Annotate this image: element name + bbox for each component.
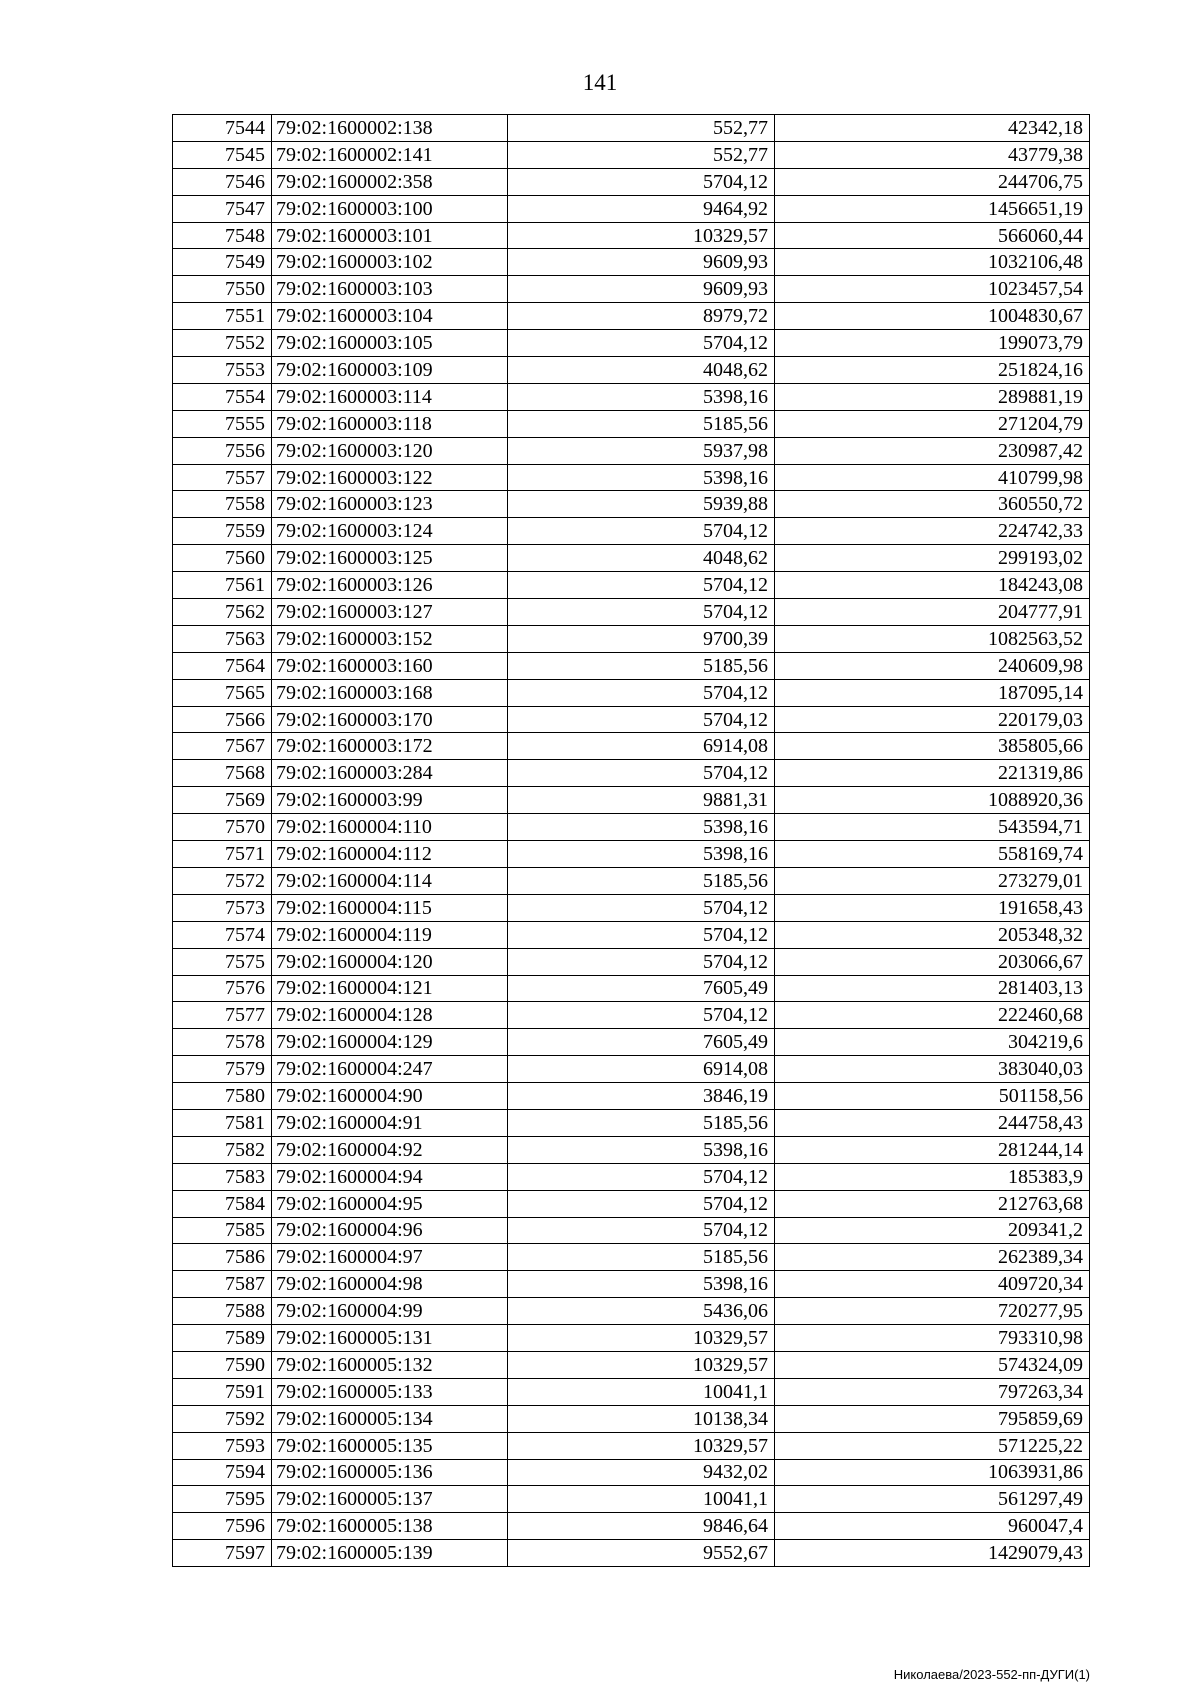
cadastral-number-cell: 79:02:1600005:132 (272, 1351, 508, 1378)
value-cell: 566060,44 (775, 222, 1090, 249)
row-number-cell: 7552 (173, 330, 272, 357)
area-cell: 5398,16 (508, 383, 775, 410)
table-row (173, 706, 1090, 733)
area-cell: 5398,16 (508, 841, 775, 868)
area-cell: 5704,12 (508, 168, 775, 195)
cadastral-number-cell: 79:02:1600003:109 (272, 357, 508, 384)
area-cell: 5185,56 (508, 1244, 775, 1271)
value-cell: 209341,2 (775, 1217, 1090, 1244)
area-cell: 5939,88 (508, 491, 775, 518)
table-row (173, 464, 1090, 491)
area-cell: 5185,56 (508, 652, 775, 679)
cadastral-number-cell: 79:02:1600004:99 (272, 1298, 508, 1325)
value-cell: 244758,43 (775, 1109, 1090, 1136)
table-row (173, 625, 1090, 652)
row-number-cell: 7579 (173, 1056, 272, 1083)
cadastral-number-cell: 79:02:1600003:102 (272, 249, 508, 276)
row-number-cell: 7577 (173, 1002, 272, 1029)
value-cell: 574324,09 (775, 1351, 1090, 1378)
table-row (173, 303, 1090, 330)
area-cell: 9881,31 (508, 787, 775, 814)
row-number-cell: 7588 (173, 1298, 272, 1325)
table-row (173, 1056, 1090, 1083)
value-cell: 793310,98 (775, 1325, 1090, 1352)
row-number-cell: 7584 (173, 1190, 272, 1217)
table-row (173, 894, 1090, 921)
cadastral-number-cell: 79:02:1600004:112 (272, 841, 508, 868)
area-cell: 9552,67 (508, 1540, 775, 1567)
value-cell: 1004830,67 (775, 303, 1090, 330)
value-cell: 1088920,36 (775, 787, 1090, 814)
row-number-cell: 7569 (173, 787, 272, 814)
value-cell: 273279,01 (775, 867, 1090, 894)
area-cell: 5937,98 (508, 437, 775, 464)
table-row (173, 141, 1090, 168)
row-number-cell: 7580 (173, 1083, 272, 1110)
area-cell: 8979,72 (508, 303, 775, 330)
value-cell: 720277,95 (775, 1298, 1090, 1325)
area-cell: 5704,12 (508, 1163, 775, 1190)
cadastral-number-cell: 79:02:1600004:247 (272, 1056, 508, 1083)
table-row (173, 867, 1090, 894)
value-cell: 281244,14 (775, 1136, 1090, 1163)
table-row (173, 733, 1090, 760)
table-row (173, 1163, 1090, 1190)
cadastral-number-cell: 79:02:1600003:284 (272, 760, 508, 787)
value-cell: 244706,75 (775, 168, 1090, 195)
cadastral-number-cell: 79:02:1600004:114 (272, 867, 508, 894)
table-row (173, 1540, 1090, 1567)
row-number-cell: 7551 (173, 303, 272, 330)
value-cell: 240609,98 (775, 652, 1090, 679)
row-number-cell: 7561 (173, 572, 272, 599)
row-number-cell: 7547 (173, 195, 272, 222)
area-cell: 5704,12 (508, 706, 775, 733)
table-row (173, 599, 1090, 626)
area-cell: 5704,12 (508, 921, 775, 948)
table-row (173, 195, 1090, 222)
area-cell: 6914,08 (508, 733, 775, 760)
table-row (173, 518, 1090, 545)
area-cell: 10329,57 (508, 1432, 775, 1459)
value-cell: 960047,4 (775, 1513, 1090, 1540)
row-number-cell: 7562 (173, 599, 272, 626)
row-number-cell: 7582 (173, 1136, 272, 1163)
row-number-cell: 7555 (173, 410, 272, 437)
area-cell: 5398,16 (508, 814, 775, 841)
value-cell: 262389,34 (775, 1244, 1090, 1271)
value-cell: 409720,34 (775, 1271, 1090, 1298)
table-row (173, 330, 1090, 357)
row-number-cell: 7583 (173, 1163, 272, 1190)
row-number-cell: 7573 (173, 894, 272, 921)
area-cell: 9464,92 (508, 195, 775, 222)
value-cell: 212763,68 (775, 1190, 1090, 1217)
cadastral-number-cell: 79:02:1600004:120 (272, 948, 508, 975)
cadastral-number-cell: 79:02:1600003:160 (272, 652, 508, 679)
row-number-cell: 7565 (173, 679, 272, 706)
value-cell: 224742,33 (775, 518, 1090, 545)
cadastral-number-cell: 79:02:1600004:129 (272, 1029, 508, 1056)
value-cell: 221319,86 (775, 760, 1090, 787)
row-number-cell: 7557 (173, 464, 272, 491)
table-row (173, 787, 1090, 814)
cadastral-number-cell: 79:02:1600003:103 (272, 276, 508, 303)
table-row (173, 1002, 1090, 1029)
area-cell: 9432,02 (508, 1459, 775, 1486)
row-number-cell: 7553 (173, 357, 272, 384)
row-number-cell: 7554 (173, 383, 272, 410)
row-number-cell: 7572 (173, 867, 272, 894)
row-number-cell: 7586 (173, 1244, 272, 1271)
table-row (173, 652, 1090, 679)
cadastral-number-cell: 79:02:1600003:126 (272, 572, 508, 599)
row-number-cell: 7589 (173, 1325, 272, 1352)
value-cell: 383040,03 (775, 1056, 1090, 1083)
cadastral-number-cell: 79:02:1600004:95 (272, 1190, 508, 1217)
row-number-cell: 7593 (173, 1432, 272, 1459)
row-number-cell: 7576 (173, 975, 272, 1002)
row-number-cell: 7595 (173, 1486, 272, 1513)
cadastral-number-cell: 79:02:1600004:96 (272, 1217, 508, 1244)
cadastral-number-cell: 79:02:1600004:94 (272, 1163, 508, 1190)
value-cell: 304219,6 (775, 1029, 1090, 1056)
cadastral-number-cell: 79:02:1600002:358 (272, 168, 508, 195)
row-number-cell: 7545 (173, 141, 272, 168)
value-cell: 222460,68 (775, 1002, 1090, 1029)
table-row (173, 975, 1090, 1002)
table-row (173, 1486, 1090, 1513)
area-cell: 6914,08 (508, 1056, 775, 1083)
cadastral-number-cell: 79:02:1600003:118 (272, 410, 508, 437)
row-number-cell: 7563 (173, 625, 272, 652)
value-cell: 1063931,86 (775, 1459, 1090, 1486)
area-cell: 9700,39 (508, 625, 775, 652)
cadastral-number-cell: 79:02:1600003:105 (272, 330, 508, 357)
value-cell: 501158,56 (775, 1083, 1090, 1110)
table-row (173, 1109, 1090, 1136)
cadastral-number-cell: 79:02:1600005:138 (272, 1513, 508, 1540)
table-row (173, 545, 1090, 572)
value-cell: 1023457,54 (775, 276, 1090, 303)
cadastral-number-cell: 79:02:1600003:127 (272, 599, 508, 626)
value-cell: 187095,14 (775, 679, 1090, 706)
cadastral-number-cell: 79:02:1600003:152 (272, 625, 508, 652)
row-number-cell: 7596 (173, 1513, 272, 1540)
row-number-cell: 7571 (173, 841, 272, 868)
table-row (173, 1459, 1090, 1486)
table-row (173, 921, 1090, 948)
row-number-cell: 7548 (173, 222, 272, 249)
cadastral-number-cell: 79:02:1600005:135 (272, 1432, 508, 1459)
table-row (173, 1136, 1090, 1163)
area-cell: 5398,16 (508, 1136, 775, 1163)
table-row (173, 1405, 1090, 1432)
value-cell: 1429079,43 (775, 1540, 1090, 1567)
row-number-cell: 7587 (173, 1271, 272, 1298)
area-cell: 5185,56 (508, 410, 775, 437)
value-cell: 199073,79 (775, 330, 1090, 357)
table-body (173, 115, 1090, 1567)
area-cell: 5704,12 (508, 1002, 775, 1029)
area-cell: 5704,12 (508, 330, 775, 357)
area-cell: 5704,12 (508, 760, 775, 787)
area-cell: 5704,12 (508, 1217, 775, 1244)
cadastral-number-cell: 79:02:1600004:90 (272, 1083, 508, 1110)
row-number-cell: 7594 (173, 1459, 272, 1486)
cadastral-number-cell: 79:02:1600005:137 (272, 1486, 508, 1513)
table-row (173, 572, 1090, 599)
value-cell: 410799,98 (775, 464, 1090, 491)
cadastral-number-cell: 79:02:1600004:115 (272, 894, 508, 921)
table-row (173, 276, 1090, 303)
area-cell: 4048,62 (508, 357, 775, 384)
area-cell: 10329,57 (508, 1351, 775, 1378)
row-number-cell: 7592 (173, 1405, 272, 1432)
table-row (173, 1513, 1090, 1540)
row-number-cell: 7544 (173, 115, 272, 142)
area-cell: 552,77 (508, 141, 775, 168)
area-cell: 7605,49 (508, 975, 775, 1002)
row-number-cell: 7568 (173, 760, 272, 787)
table-row (173, 1432, 1090, 1459)
area-cell: 9609,93 (508, 276, 775, 303)
area-cell: 5704,12 (508, 572, 775, 599)
cadastral-number-cell: 79:02:1600003:120 (272, 437, 508, 464)
area-cell: 10329,57 (508, 1325, 775, 1352)
page-number: 141 (582, 70, 618, 95)
value-cell: 1082563,52 (775, 625, 1090, 652)
table-row (173, 115, 1090, 142)
cadastral-number-cell: 79:02:1600003:124 (272, 518, 508, 545)
value-cell: 543594,71 (775, 814, 1090, 841)
cadastral-number-cell: 79:02:1600003:101 (272, 222, 508, 249)
row-number-cell: 7558 (173, 491, 272, 518)
area-cell: 5704,12 (508, 1190, 775, 1217)
cadastral-number-cell: 79:02:1600003:170 (272, 706, 508, 733)
area-cell: 5704,12 (508, 894, 775, 921)
area-cell: 10329,57 (508, 222, 775, 249)
row-number-cell: 7546 (173, 168, 272, 195)
cadastral-number-cell: 79:02:1600005:136 (272, 1459, 508, 1486)
value-cell: 251824,16 (775, 357, 1090, 384)
row-number-cell: 7556 (173, 437, 272, 464)
cadastral-number-cell: 79:02:1600005:139 (272, 1540, 508, 1567)
area-cell: 7605,49 (508, 1029, 775, 1056)
row-number-cell: 7570 (173, 814, 272, 841)
value-cell: 299193,02 (775, 545, 1090, 572)
cadastral-number-cell: 79:02:1600003:172 (272, 733, 508, 760)
area-cell: 4048,62 (508, 545, 775, 572)
value-cell: 204777,91 (775, 599, 1090, 626)
value-cell: 203066,67 (775, 948, 1090, 975)
table-row (173, 1083, 1090, 1110)
area-cell: 5185,56 (508, 867, 775, 894)
cadastral-number-cell: 79:02:1600005:134 (272, 1405, 508, 1432)
table-row (173, 1298, 1090, 1325)
value-cell: 230987,42 (775, 437, 1090, 464)
row-number-cell: 7550 (173, 276, 272, 303)
table-row (173, 357, 1090, 384)
value-cell: 191658,43 (775, 894, 1090, 921)
cadastral-number-cell: 79:02:1600003:104 (272, 303, 508, 330)
area-cell: 10041,1 (508, 1378, 775, 1405)
table-row (173, 1378, 1090, 1405)
table-row (173, 1271, 1090, 1298)
value-cell: 289881,19 (775, 383, 1090, 410)
row-number-cell: 7560 (173, 545, 272, 572)
cadastral-number-cell: 79:02:1600003:114 (272, 383, 508, 410)
cadastral-number-cell: 79:02:1600003:122 (272, 464, 508, 491)
table-row (173, 410, 1090, 437)
value-cell: 184243,08 (775, 572, 1090, 599)
cadastral-number-cell: 79:02:1600004:121 (272, 975, 508, 1002)
value-cell: 360550,72 (775, 491, 1090, 518)
cadastral-number-cell: 79:02:1600004:110 (272, 814, 508, 841)
area-cell: 5185,56 (508, 1109, 775, 1136)
cadastral-number-cell: 79:02:1600004:119 (272, 921, 508, 948)
row-number-cell: 7567 (173, 733, 272, 760)
value-cell: 571225,22 (775, 1432, 1090, 1459)
area-cell: 10138,34 (508, 1405, 775, 1432)
cadastral-number-cell: 79:02:1600004:128 (272, 1002, 508, 1029)
table-row (173, 1351, 1090, 1378)
row-number-cell: 7590 (173, 1351, 272, 1378)
cadastral-number-cell: 79:02:1600003:123 (272, 491, 508, 518)
area-cell: 5398,16 (508, 464, 775, 491)
row-number-cell: 7566 (173, 706, 272, 733)
cadastral-number-cell: 79:02:1600005:133 (272, 1378, 508, 1405)
area-cell: 5704,12 (508, 518, 775, 545)
value-cell: 1456651,19 (775, 195, 1090, 222)
value-cell: 185383,9 (775, 1163, 1090, 1190)
table-row (173, 1190, 1090, 1217)
value-cell: 558169,74 (775, 841, 1090, 868)
table-row (173, 168, 1090, 195)
cadastral-number-cell: 79:02:1600005:131 (272, 1325, 508, 1352)
value-cell: 43779,38 (775, 141, 1090, 168)
area-cell: 9609,93 (508, 249, 775, 276)
row-number-cell: 7585 (173, 1217, 272, 1244)
area-cell: 5436,06 (508, 1298, 775, 1325)
row-number-cell: 7549 (173, 249, 272, 276)
area-cell: 9846,64 (508, 1513, 775, 1540)
row-number-cell: 7581 (173, 1109, 272, 1136)
row-number-cell: 7591 (173, 1378, 272, 1405)
cadastral-number-cell: 79:02:1600004:97 (272, 1244, 508, 1271)
value-cell: 385805,66 (775, 733, 1090, 760)
value-cell: 795859,69 (775, 1405, 1090, 1432)
row-number-cell: 7575 (173, 948, 272, 975)
table-row (173, 249, 1090, 276)
area-cell: 3846,19 (508, 1083, 775, 1110)
area-cell: 5704,12 (508, 679, 775, 706)
row-number-cell: 7597 (173, 1540, 272, 1567)
cadastral-number-cell: 79:02:1600004:92 (272, 1136, 508, 1163)
value-cell: 561297,49 (775, 1486, 1090, 1513)
table-row (173, 383, 1090, 410)
row-number-cell: 7578 (173, 1029, 272, 1056)
table-row (173, 679, 1090, 706)
area-cell: 5398,16 (508, 1271, 775, 1298)
row-number-cell: 7574 (173, 921, 272, 948)
land-registry-table (172, 114, 1090, 1567)
table-row (173, 437, 1090, 464)
table-row (173, 1325, 1090, 1352)
area-cell: 10041,1 (508, 1486, 775, 1513)
row-number-cell: 7564 (173, 652, 272, 679)
cadastral-number-cell: 79:02:1600002:141 (272, 141, 508, 168)
table-row (173, 760, 1090, 787)
table-row (173, 1244, 1090, 1271)
document-code: Николаева/2023-552-пп-ДУГИ(1) (893, 1667, 1090, 1682)
value-cell: 1032106,48 (775, 249, 1090, 276)
value-cell: 271204,79 (775, 410, 1090, 437)
value-cell: 797263,34 (775, 1378, 1090, 1405)
area-cell: 5704,12 (508, 948, 775, 975)
value-cell: 42342,18 (775, 115, 1090, 142)
value-cell: 281403,13 (775, 975, 1090, 1002)
area-cell: 552,77 (508, 115, 775, 142)
table-row (173, 491, 1090, 518)
cadastral-number-cell: 79:02:1600002:138 (272, 115, 508, 142)
cadastral-number-cell: 79:02:1600003:99 (272, 787, 508, 814)
cadastral-number-cell: 79:02:1600003:125 (272, 545, 508, 572)
table-row (173, 1029, 1090, 1056)
cadastral-number-cell: 79:02:1600003:100 (272, 195, 508, 222)
table-row (173, 841, 1090, 868)
table-row (173, 814, 1090, 841)
table-row (173, 1217, 1090, 1244)
value-cell: 205348,32 (775, 921, 1090, 948)
cadastral-number-cell: 79:02:1600004:91 (272, 1109, 508, 1136)
value-cell: 220179,03 (775, 706, 1090, 733)
area-cell: 5704,12 (508, 599, 775, 626)
table-row (173, 948, 1090, 975)
cadastral-number-cell: 79:02:1600004:98 (272, 1271, 508, 1298)
table-row (173, 222, 1090, 249)
row-number-cell: 7559 (173, 518, 272, 545)
cadastral-number-cell: 79:02:1600003:168 (272, 679, 508, 706)
